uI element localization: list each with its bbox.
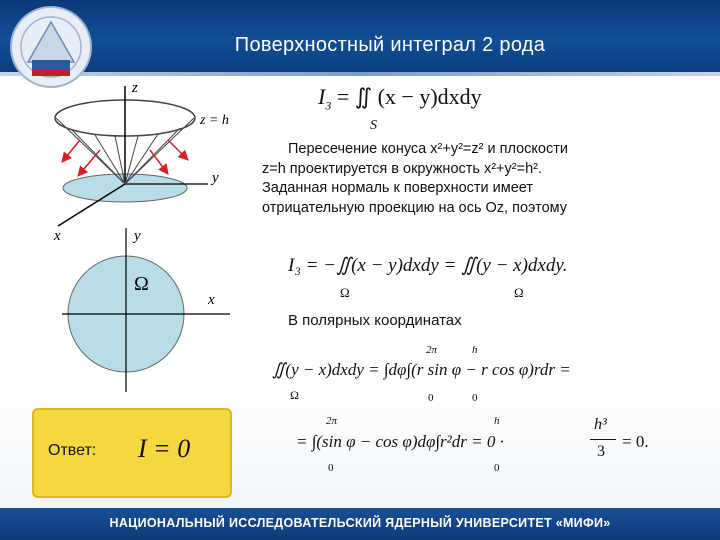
formula-i3-domain: S <box>370 118 377 133</box>
answer-label: Ответ: <box>48 442 97 459</box>
cone-diagram <box>40 78 260 248</box>
para-line-1: Пересечение конуса x²+y²=z² и плоскости <box>288 141 568 157</box>
answer-box <box>32 408 232 498</box>
formula2-domain-1: Ω <box>340 285 350 300</box>
projection-diagram <box>60 226 240 396</box>
formula3-upper-2: h <box>472 344 478 356</box>
formula4-upper-1: 2π <box>326 415 338 427</box>
formula4-upper-2: h <box>494 415 500 427</box>
formula4-lower-2: 0 <box>494 462 500 474</box>
fraction-bar <box>590 439 616 440</box>
formula2-domain-2: Ω <box>514 285 524 300</box>
fraction-numerator: h³ <box>594 416 607 433</box>
formula-i3-rest: = ∬ (x − y)dxdy <box>336 84 482 109</box>
formula-i3-lhs: I <box>318 84 326 109</box>
formula-i3 <box>318 84 482 113</box>
formula-polar-2: = ∫(sin φ − cos φ)dφ∫r²dr = 0 · <box>296 432 504 451</box>
para-line-4: отрицательную проекцию на ось Oz, поэтому <box>262 199 568 216</box>
plane-label: z = h <box>200 113 229 128</box>
z-axis-label: z <box>132 80 138 96</box>
region-label: Ω <box>134 273 149 295</box>
para-line-2: z=h проектируется в окружность x²+y²=h². <box>262 160 542 177</box>
formula3-upper-1: 2π <box>426 344 438 356</box>
x-axis-label-bottom: x <box>208 292 215 308</box>
formula3-lower-2: 0 <box>472 392 478 404</box>
formula3-lower-1: 0 <box>428 392 434 404</box>
footer-bar <box>0 508 720 540</box>
formula-i3-transformed: I₃ = −∬(x − y)dxdy = ∬(y − x)dxdy. <box>288 255 568 276</box>
explanation-paragraph <box>262 140 688 218</box>
answer-formula: I = 0 <box>138 434 191 463</box>
footer-university-name: НАЦИОНАЛЬНЫЙ ИССЛЕДОВАТЕЛЬСКИЙ ЯДЕРНЫЙ УНИВЕРСИТЕТ «МИФИ» <box>109 516 611 530</box>
formula3-domain: Ω <box>290 388 299 402</box>
formula-polar-1: ∬(y − x)dxdy = ∫dφ∫(r sin φ − r cos φ)rdr = <box>272 360 571 379</box>
formula4-lower-1: 0 <box>328 462 334 474</box>
formula4-end: = 0. <box>622 432 649 451</box>
x-axis-label-top: x <box>54 228 61 244</box>
header-stripe <box>0 72 720 76</box>
polar-coordinates-label: В полярных координатах <box>288 312 462 329</box>
y-axis-label-top: y <box>212 170 219 186</box>
para-line-3: Заданная нормаль к поверхности имеет <box>262 180 534 196</box>
page-title: Поверхностный интеграл 2 рода <box>234 34 546 56</box>
fraction-denominator: 3 <box>597 443 605 460</box>
formula-i3-sub: 3 <box>325 98 332 113</box>
y-axis-label-bottom: y <box>134 228 141 244</box>
